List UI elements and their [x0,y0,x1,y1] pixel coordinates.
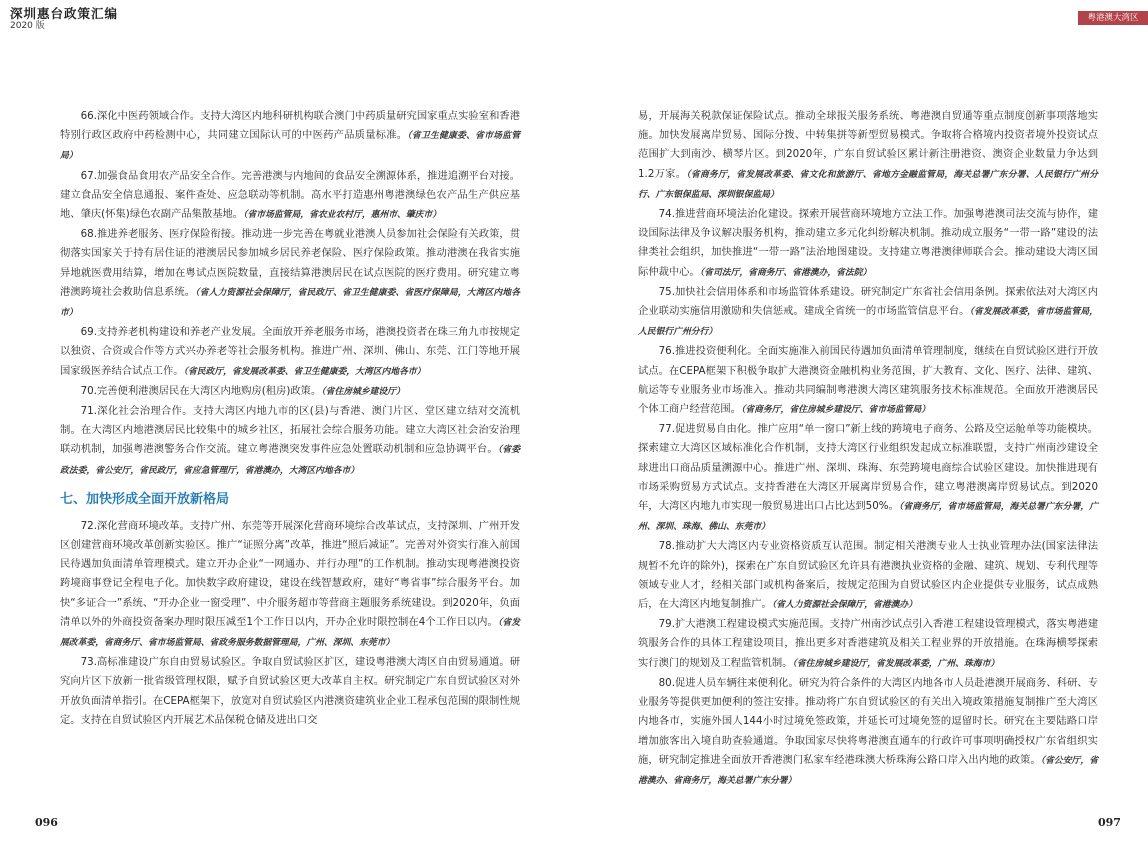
paragraph [60,107,520,167]
paragraph-text: 71.深化社会治理合作。支持大湾区内地九市的区(县)与香港、澳门片区、堂区建立结对交流机制。在大湾区内地港澳居民比较集中的城乡社区，拓展社会综合服务功能。建立大湾区社会治安治理联动机制，加强粤港澳警务合作交流。建立粤港澳突发事件应急处置联动机制和应急协调平台。 [60,405,520,456]
paragraph [638,537,1098,615]
paragraph-text: 67.加强食品食用农产品安全合作。完善港澳与内地间的食品安全溯源体系，推进追溯平台对接。建立食品安全信息通报、案件查处、应急联动等机制。高水平打造惠州粤港澳绿色农产品生产供应基地、肇庆(怀集)绿色农副产品集散基地。 [60,169,520,221]
paragraph-text: 70.完善便利港澳居民在大湾区内地购房(租房)政策。 [80,384,322,397]
paragraph-text: 80.促进人员车辆往来便利化。研究为符合条件的大湾区内地各市人员赴港澳开展商务、科研、专业服务等提供更加便利的签注安排。推动将广东自贸试验区的有关出入境政策措施复制推广至大湾区内地各市，实施外国人144小时过境免签政策，并延长可过境免签的逗留时长。研究在主要陆路口岸增加旅客出入境自助查验通道。争取国家尽快将粤港澳直通车的行政许可事项明确授权广东省组织实施，研究制定推进全面放开香港澳门私家车经港珠澳大桥珠海公路口岸入出内地的政策。 [638,676,1098,766]
paragraph [60,382,520,402]
responsible-departments: （省公安厅，省港澳办、省商务厅，海关总署广东分署） [638,755,1098,786]
paragraph-text: 66.深化中医药领域合作。支持大湾区内地科研机构联合澳门中药质量研究国家重点实验室和香港特别行政区政府中药检测中心，共同建立国际认可的中医药产品质量标准。 [60,110,520,142]
paragraph [60,402,520,481]
book-edition: 2020 版 [10,21,45,31]
paragraph [60,517,520,653]
left-paragraphs-before [60,107,520,481]
paragraph-text: 73.高标准建设广东自由贸易试验区。争取自贸试验区扩区，建设粤港澳大湾区自由贸易通道。研究向片区下放新一批省级管理权限，赋予自贸试验区更大改革自主权。研究制定广东自贸试验区对外开放负面清单指引。在CEPA框架下，放宽对自贸试验区内港澳资建筑业企业工程承包范围的限制性规定。支持在自贸试验区内开展艺术品保税仓储及进出口交 [60,656,520,726]
responsible-departments: （省住房城乡建设厅） [321,386,405,397]
left-paragraphs-after [60,517,520,730]
paragraph [60,653,520,730]
paragraph [638,205,1098,283]
right-column [638,107,1098,791]
paragraph-text: 75.加快社会信用体系和市场监管体系建设。研究制定广东省社会信用条例。探索依法对大湾区内企业联动实施信用激励和失信惩戒。建成全省统一的市场监管信息平台。 [638,285,1098,318]
book-title: 深圳惠台政策汇编 [10,6,119,21]
paragraph-text: 76.推进投资便利化。全面实施准入前国民待遇加负面清单管理制度，继续在自贸试验区进行开放试点。在CEPA框架下积极争取扩大港澳资金融机构业务范围，扩大教育、文化、医疗、法律、建筑、航运等专业服务业市场准入。推动共同编制粤港澳大湾区建筑服务技术标准规范。全面放开港澳居民个体工商户经营范围。 [638,345,1098,416]
paragraph [638,615,1098,674]
paragraph-text: 69.支持养老机构建设和养老产业发展。全面放开养老服务市场，港澳投资者在珠三角九市按规定以独资、合资或合作等方式兴办养老等社会服务机构。推进广州、深圳、佛山、东莞、江门等地开展国家级医养结合试点工作。 [60,326,520,377]
responsible-departments: （省发展改革委，省商务厅、省市场监管局、省政务服务数据管理局，广州、深圳、东莞市） [60,617,520,649]
responsible-departments: （省委政法委，省公安厅，省民政厅，省应急管理厅，省港澳办，大湾区内地各市） [60,445,520,476]
responsible-departments: （省商务厅，省发展改革委、省文化和旅游厅、省地方金融监管局，海关总署广东分署、人民银行广州分行、广东银保监局、深圳银保监局） [638,169,1098,200]
responsible-departments: （省发展改革委，省市场监管局，人民银行广州分行） [638,307,1098,338]
paragraph-text: 79.扩大港澳工程建设模式实施范围。支持广州南沙试点引入香港工程建设管理模式，落实粤港建筑服务合作的具体工程建设项目，推出更多对香港建筑及相关工程业界的开放措施。在珠海横琴探索实行澳门的规划及工程监管机制。 [638,618,1098,669]
left-column [60,107,520,730]
paragraph [638,107,1098,205]
responsible-departments: （省商务厅，省市场监管局，海关总署广东分署，广州、深圳、珠海、佛山、东莞市） [638,502,1098,533]
left-page-number: 096 [35,816,58,829]
responsible-departments: （省卫生健康委、省市场监管局） [60,131,521,162]
paragraph [638,342,1098,420]
responsible-departments: （省司法厅，省商务厅、省港澳办，省法院） [699,267,872,278]
responsible-departments: （省商务厅，省住房城乡建设厅、省市场监管局） [740,405,931,416]
responsible-departments: （省市场监管局，省农业农村厅，惠州市、肇庆市） [243,210,442,221]
paragraph-text: 68.推进养老服务、医疗保险衔接。推动进一步完善在粤就业港澳人员参加社会保险有关政策，贯彻落实国家关于持有居住证的港澳居民参加城乡居民养老保险、医疗保险政策。推动港澳在我省实施异地就医费用结算，增加在粤试点医院数量，直接结算港澳居民在试点医院的医疗费用。研究建立粤港澳跨境社会救助信息系统。 [60,228,520,298]
paragraph-text: 74.推进营商环境法治化建设。探索开展营商环境地方立法工作。加强粤港澳司法交流与协作，建设国际法律及争议解决服务机构，推动建立多元化纠纷解决机制。推动成立服务“一带一路”建设的法律类社会组织，加快推进“一带一路”法治地图建设。支持建立粤港澳律师联合会。推动建设大湾区国际仲裁中心。 [638,208,1098,278]
paragraph-text: 77.促进贸易自由化。推广应用“单一窗口”新上线的跨境电子商务、公路及空运舱单等功能模块。探索建立大湾区区域标准化合作机制，支持大湾区行业组织发起成立标准联盟，支持广州南沙建设全球进出口商品质量溯源中心。推进广州、深圳、珠海、东莞跨境电商综合试验区建设。加快推进现有市场采购贸易方式试点。支持香港在大湾区开展离岸贸易合作，建立粤港澳离岸贸易试点。到2020年，大湾区内地九市实现一般贸易进出口占比达到50%。 [638,423,1098,513]
responsible-departments: （省人力资源社会保障厅，省民政厅、省卫生健康委、省医疗保障局，大湾区内地各市） [60,287,520,319]
right-page-number: 097 [1098,816,1121,829]
paragraph [638,674,1098,791]
paragraph [60,323,520,382]
paragraph-text: 78.推动扩大大湾区内专业资格资质互认范围。制定相关港澳专业人士执业管理办法(国家法律法规暂不允许的除外)，探索在广东自贸试验区允许具有港澳执业资格的金融、建筑、规划、专利代理等领域专业人才，经相关部门或机构备案后，按规定范围为自贸试验区内企业提供专业服务，试点成熟后，在大湾区内地复制推广。 [638,540,1098,611]
paragraph [638,420,1098,537]
paragraph [638,283,1098,343]
responsible-departments: （省住房城乡建设厅，省发展改革委，广州、珠海市） [792,658,1000,669]
paragraph [60,225,520,323]
section-tag: 粤港澳大湾区 [1078,11,1148,25]
responsible-departments: （省人力资源社会保障厅，省港澳办） [771,600,918,611]
paragraph-text: 72.深化营商环境改革。支持广州、东莞等开展深化营商环境综合改革试点，支持深圳、广州开发区创建营商环境改革创新实验区。推广“证照分离”改革，推进“照后减证”。完善对外资实行准入前国民待遇加负面清单管理模式。建立开办企业“一网通办、并行办理”的工作机制。推动实现粤港澳投资跨境商事登记全程电子化。加快数字政府建设，建设在线智慧政府，建好“粤省事”综合服务平台。加快“多证合一”系统、“开办企业一窗受理”、中介服务超市等营商主题服务系统建设。到2020年，负面清单以外的外商投资备案办理时限压减至1个工作日以内，开办企业时限控制在4个工作日以内。 [60,519,520,628]
paragraph [60,167,520,226]
paragraph-text: 易，开展海关税款保证保险试点。推动全球报关服务系统、粤港澳自贸通等重点制度创新事项落地实施。加快发展离岸贸易、国际分拨、中转集拼等新型贸易模式。争取将合格境内投资者境外投资试点范围扩大到南沙、横琴片区。到2020年，广东自贸试验区累计新注册港资、澳资企业数量力争达到1.2万家。 [638,110,1098,180]
header-left [10,6,118,32]
responsible-departments: （省民政厅，省发展改革委、省卫生健康委，大湾区内地各市） [183,366,426,377]
right-paragraphs [638,107,1098,791]
section-heading: 七、加快形成全面开放新格局 [60,491,230,507]
